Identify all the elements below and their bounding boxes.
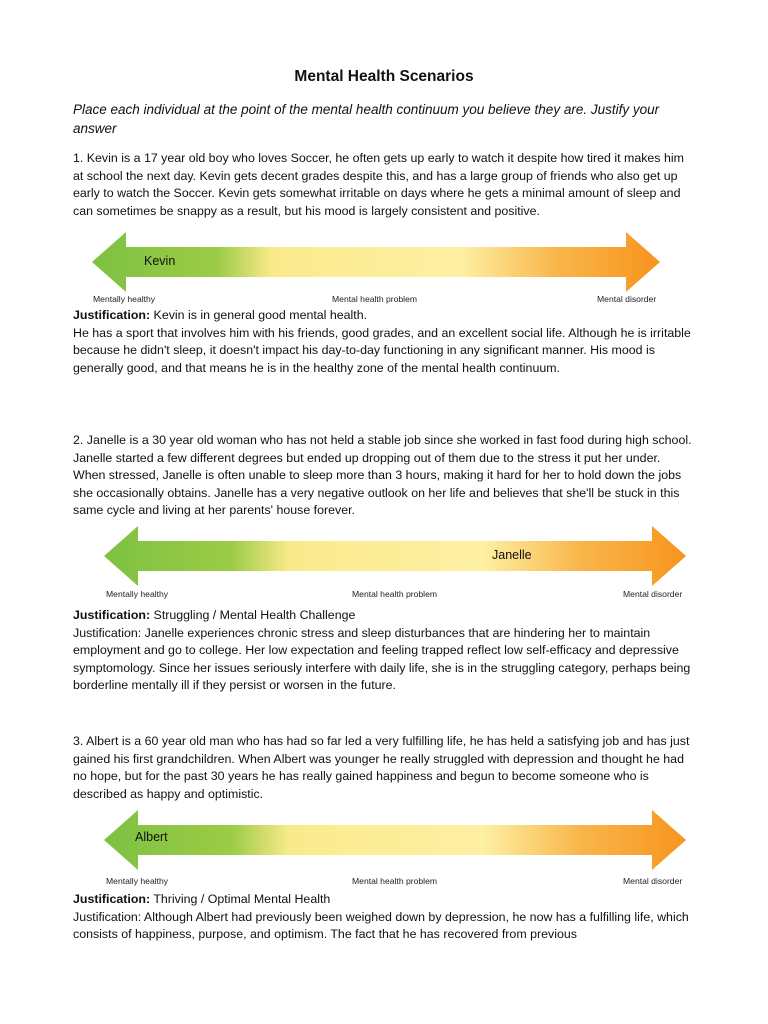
scenario-3-text [73, 733, 693, 803]
scale-left-label: Mentally healthy [93, 294, 156, 304]
justification-value: Thriving / Optimal Mental Health [150, 892, 331, 906]
scale-middle-label: Mental health problem [332, 294, 418, 304]
justification-label: Justification: [73, 608, 151, 622]
continuum-arrow-2 [104, 526, 686, 586]
scale-right-label: Mental disorder [623, 876, 683, 886]
scenario-2-justification [73, 607, 693, 695]
justification-value: Kevin is in general good mental health. [150, 308, 368, 322]
arrow-name-kevin: Kevin [144, 254, 176, 268]
justification-label: Justification: [73, 308, 151, 322]
continuum-arrow-1 [92, 232, 660, 292]
arrow-name-janelle: Janelle [492, 548, 532, 562]
arrow-name-albert: Albert [135, 830, 168, 844]
scale-right-label: Mental disorder [597, 294, 657, 304]
justification-body: He has a sport that involves him with his friends, good grades, and an excellent social life. Although he is irritable because he didn't sleep, it doesn't impact his day-to-day functioning in any significant manner. His mood is generally good, and that means he is in the healthy zone of the mental health continuum. [73, 325, 691, 375]
scale-middle-label: Mental health problem [352, 589, 438, 599]
scale-middle-label: Mental health problem [352, 876, 438, 886]
scale-left-label: Mentally healthy [106, 589, 169, 599]
justification-body: Justification: Janelle experiences chronic stress and sleep disturbances that are hindering her to maintain employment and go to college. Her low expectation and feeling trapped reflect low self-efficacy and depressive symptomology. Since her issues seriously interfere with daily life, she is in the struggling category, perhaps being borderline mentally ill if they persist or worsen in the future. [73, 625, 691, 693]
scenario-3-description: 3. Albert is a 60 year old man who has had so far led a very fulfilling life, he has held a satisfying job and has just gained his first grandchildren. When Albert was younger he really struggled with depression and thought he had no hope, but for the past 30 years he has really gained happiness and begun to become someone who is described as happy and optimistic. [73, 734, 690, 801]
scenario-2-text [73, 432, 693, 520]
justification-line [73, 891, 693, 909]
justification-line [73, 307, 693, 325]
scenario-2-description: 2. Janelle is a 30 year old woman who has not held a stable job since she worked in fast food during high school. Janelle started a few different degrees but ended up dropping out of them due to the stress it put her under. When stressed, Janelle is often unable to sleep more than 3 hours, making it hard for her to hold down the jobs she occasionally obtains. Janelle has a very negative outlook on her life and believes that she'll be stuck in this same cycle and living at her parents' house forever. [73, 433, 692, 518]
justification-line [73, 607, 693, 625]
scale-right-label: Mental disorder [623, 589, 683, 599]
scenario-3-justification [73, 891, 693, 944]
justification-label: Justification: [73, 892, 151, 906]
continuum-arrow-3 [104, 810, 686, 870]
scenario-1-text [73, 150, 693, 220]
scenario-1-description: 1. Kevin is a 17 year old boy who loves Soccer, he often gets up early to watch it despite how tired it makes him at school the next day. Kevin gets decent grades despite this, and has a large group of friends who also get up early to watch the Soccer. Kevin gets somewhat irritable on days where he gets a minimal amount of sleep and can sometimes be snappy as a result, but his mood is largely consistent and positive. [73, 151, 684, 218]
justification-body: Justification: Although Albert had previously been weighed down by depression, he now has a fulfilling life, which consists of happiness, purpose, and optimism. The fact that he has recovered from previous [73, 909, 689, 942]
page-title: Mental Health Scenarios [294, 68, 474, 85]
instructions: Place each individual at the point of the mental health continuum you believe they are. Justify your answer [73, 102, 660, 136]
scenario-1-justification [73, 307, 693, 377]
scale-left-label: Mentally healthy [106, 876, 169, 886]
justification-value: Struggling / Mental Health Challenge [150, 608, 356, 622]
